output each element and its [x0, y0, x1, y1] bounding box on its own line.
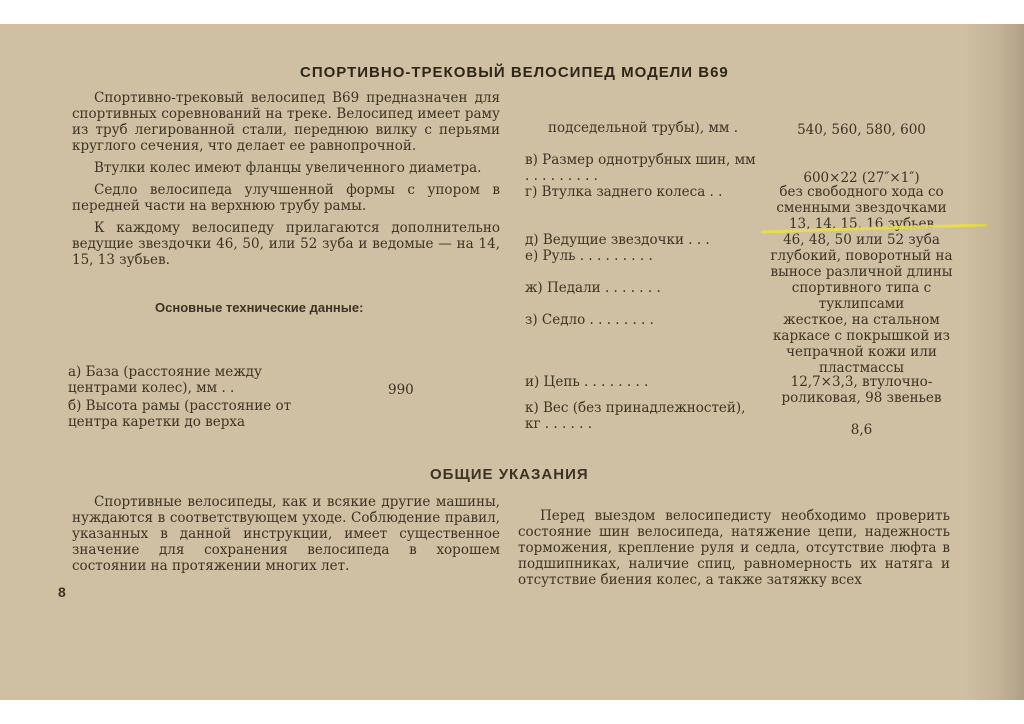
- general-paragraph: Перед выездом велосипедисту необходимо проверить состояние шин велосипеда, натяжение цепи, надежность торможения, крепление руля и седла, отсутствие люфта в подшипниках, наличие спиц, равномерность их натяга и отсутствие биения колес, а также затяжку всех: [518, 508, 950, 588]
- spec-value: 990: [388, 382, 414, 398]
- spec-value: 540, 560, 580, 600: [797, 122, 926, 138]
- spec-value: 46, 48, 50 или 52 зуба: [783, 232, 940, 248]
- spec-value: жесткое, на стальном каркасе с покрышкой из чепрачной кожи или пластмассы: [772, 312, 951, 376]
- intro-paragraph: Втулки колес имеют фланцы увеличенного диаметра.: [94, 160, 482, 176]
- spec-label: е) Руль . . . . . . . . .: [525, 248, 653, 264]
- spec-label: з) Седло . . . . . . . .: [525, 312, 654, 328]
- spec-label: подседельной трубы), мм .: [548, 120, 738, 136]
- spec-label: д) Ведущие звездочки . . .: [525, 232, 710, 248]
- intro-text: [72, 90, 500, 274]
- spec-label: ж) Педали . . . . . . .: [525, 280, 661, 296]
- intro-paragraph: Спортивно-трековый велосипед В69 предназначен для спортивных соревнований на треке. Велосипед имеет раму из труб легированной стали, переднюю вилку с перьями круглого сечения, что делает ее равнопрочной.: [72, 90, 500, 154]
- spec-value: без свободного хода со сменными звездочками 13, 14, 15, 16 зубьев: [776, 184, 947, 232]
- intro-paragraph: К каждому велосипеду прилагаются дополнительно ведущие звездочки 46, 50, или 52 зуба и ведомые — на 14, 15, 13 зубьев.: [72, 220, 500, 268]
- general-text-right: [518, 508, 950, 588]
- specs-heading: Основные технические данные:: [155, 300, 364, 315]
- spec-value: 12,7×3,3, втулочно-роликовая, 98 звеньев: [781, 374, 942, 406]
- spec-label: а) База (расстояние между центрами колес), мм . .: [68, 364, 262, 396]
- spec-value: глубокий, поворотный на выносе различной длины: [770, 248, 953, 280]
- spec-value: спортивного типа с туклипсами: [791, 280, 932, 312]
- marker-highlight-stroke: [760, 224, 990, 234]
- spec-label: к) Вес (без принадлежностей), кг . . . . . .: [525, 400, 746, 432]
- intro-paragraph: Седло велосипеда улучшенной формы с упором в передней части на верхнюю трубу рамы.: [72, 182, 500, 214]
- spec-value: 600×22 (27″×1″): [803, 170, 920, 186]
- document-title: СПОРТИВНО-ТРЕКОВЫЙ ВЕЛОСИПЕД МОДЕЛИ В69: [300, 64, 729, 81]
- spec-label: и) Цепь . . . . . . . .: [525, 374, 649, 390]
- spec-label: г) Втулка заднего колеса . .: [525, 184, 723, 200]
- general-heading: ОБЩИЕ УКАЗАНИЯ: [430, 466, 589, 483]
- spec-label: в) Размер однотрубных шин, мм . . . . . . . . .: [525, 152, 756, 184]
- spec-label: б) Высота рамы (расстояние от центра каретки до верха: [68, 398, 292, 430]
- spec-value: 8,6: [850, 422, 873, 438]
- page-number: 8: [58, 584, 66, 600]
- scanned-page: [0, 24, 1024, 700]
- general-paragraph: Спортивные велосипеды, как и всякие другие машины, нуждаются в соответствующем уходе. Соблюдение правил, указанных в данной инструкции, имеет существенное значение для сохранения велосипеда в хорошем состоянии на протяжении многих лет.: [72, 494, 500, 574]
- general-text-left: [72, 494, 500, 574]
